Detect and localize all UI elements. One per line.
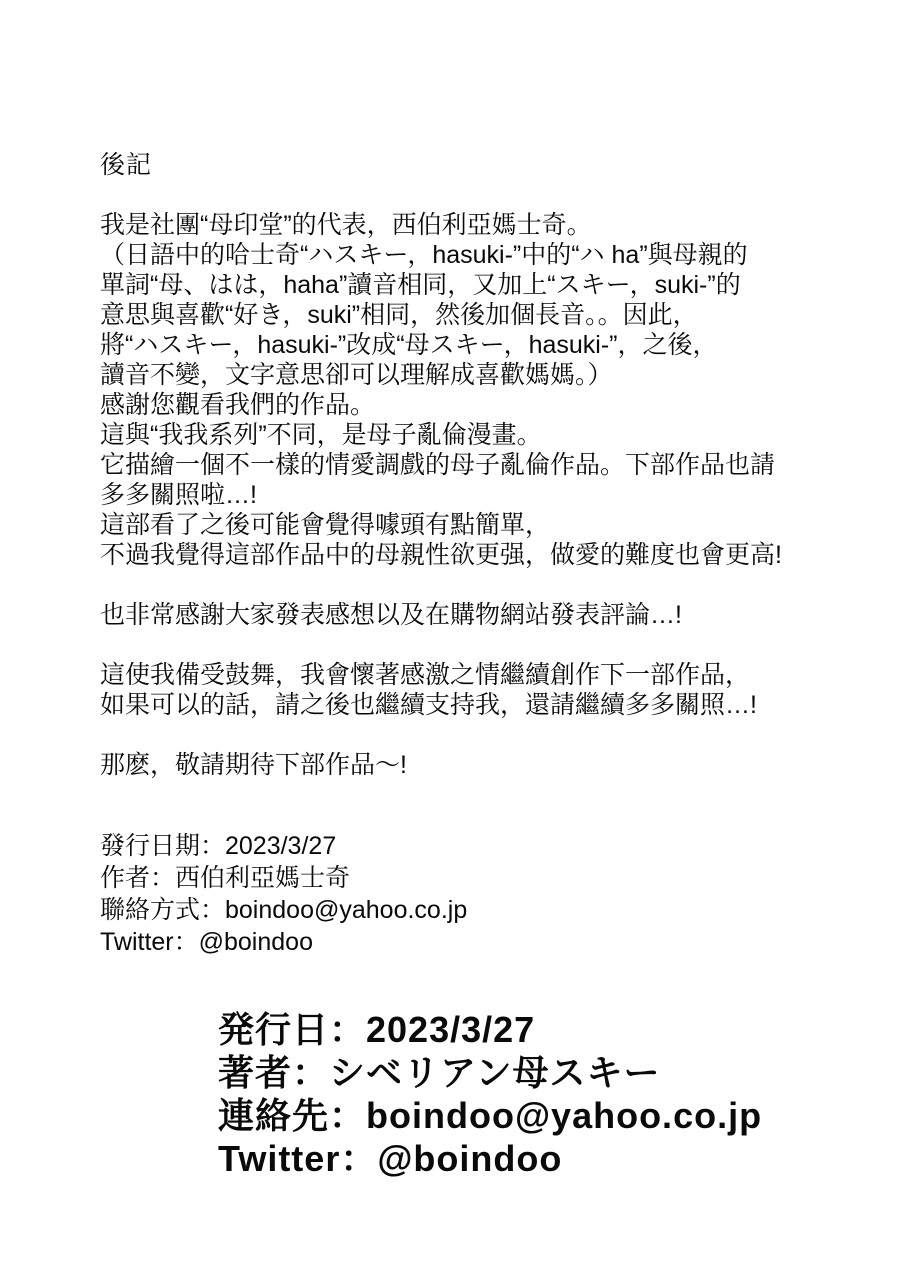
afterword-body-line: 這部看了之後可能會覺得噱頭有點簡單，: [100, 511, 551, 539]
afterword-title: 後記: [100, 151, 153, 179]
afterword-body-line: 讀音不變，文字意思卻可以理解成喜歡媽媽。）: [100, 361, 613, 389]
afterword-body-line: （日語中的哈士奇“ハスキー，hasuki-”中的“ハ ha”與母親的: [100, 241, 748, 269]
colophon-line: 連絡先：boindoo@yahoo.co.jp: [218, 1095, 763, 1136]
afterword-body-line: 多多關照啦…!: [100, 481, 257, 509]
colophon-line: Twitter：@boindoo: [218, 1138, 563, 1179]
publication-info-line: 聯絡方式：boindoo@yahoo.co.jp: [100, 896, 468, 924]
afterword-body-line: 將“ハスキー，hasuki-”改成“母スキー，hasuki-”，之後，: [100, 331, 718, 359]
afterword-body-line: 這使我備受鼓舞，我會懷著感激之情繼續創作下一部作品，: [100, 661, 751, 689]
publication-info-line: 發行日期：2023/3/27: [100, 832, 337, 860]
afterword-body-line: [100, 720, 816, 750]
afterword-body-line: 如果可以的話，請之後也繼續支持我，還請繼續多多關照…!: [100, 691, 757, 719]
colophon-line: 著者：シベリアン母スキー: [218, 1052, 661, 1093]
publication-info-line: Twitter：@boindoo: [100, 928, 313, 956]
afterword-body-line: 意思與喜歡“好き，suki”相同，然後加個長音。。因此，: [100, 301, 698, 329]
afterword-body-line: 這與“我我系列”不同，是母子亂倫漫畫。: [100, 421, 542, 449]
publication-info-zh: [100, 830, 816, 958]
publication-info-line: 作者：西伯利亞媽士奇: [100, 864, 351, 892]
afterword-body-line: [100, 630, 816, 660]
afterword-body-line: [100, 570, 816, 600]
afterword-body-line: 也非常感謝大家發表感想以及在購物網站發表評論…!: [100, 601, 682, 629]
afterword-body-line: 那麽，敬請期待下部作品～!: [100, 751, 407, 779]
afterword-body: [100, 210, 816, 780]
afterword-body-line: 單詞“母、はは，haha”讀音相同，又加上“スキー，suki-”的: [100, 271, 741, 299]
afterword-body-line: 我是社團“母印堂”的代表，西伯利亞媽士奇。: [100, 211, 592, 239]
afterword-body-line: 感謝您觀看我們的作品。: [100, 391, 376, 419]
afterword-body-line: 不過我覺得這部作品中的母親性欲更强，做愛的難度也會更高!: [100, 541, 782, 569]
colophon-ja: [100, 1008, 816, 1180]
colophon-line: 発行日：2023/3/27: [218, 1009, 536, 1050]
afterword-body-line: 它描繪一個不一樣的情愛調戲的母子亂倫作品。下部作品也請: [100, 451, 776, 479]
